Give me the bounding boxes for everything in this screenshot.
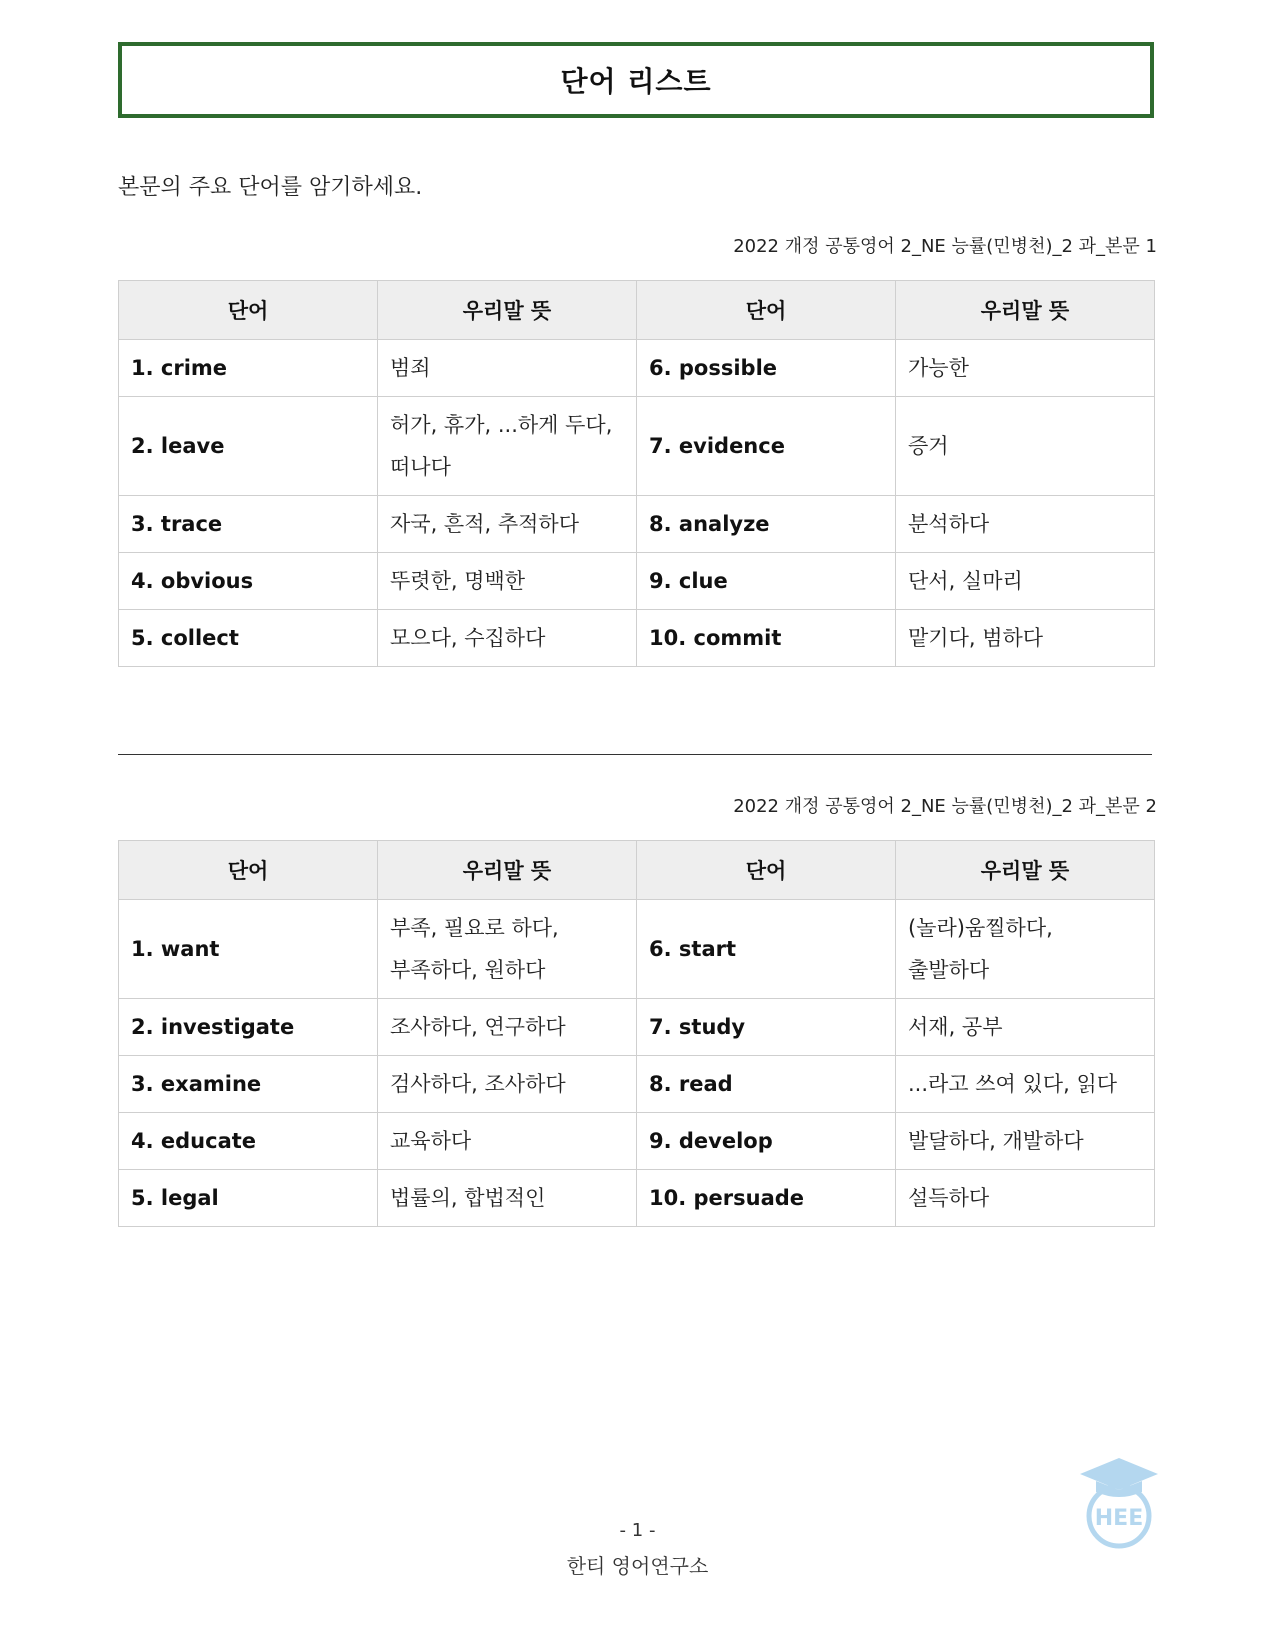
word-cell: 10. commit	[637, 610, 896, 667]
table-row	[119, 397, 1155, 496]
word-cell: 8. analyze	[637, 496, 896, 553]
header-meaning: 우리말 뜻	[378, 841, 637, 900]
word-cell: 5. collect	[119, 610, 378, 667]
header-meaning: 우리말 뜻	[378, 281, 637, 340]
instruction-text: 본문의 주요 단어를 암기하세요.	[118, 175, 423, 200]
meaning-cell: 분석하다	[896, 496, 1155, 553]
meaning-cell: 검사하다, 조사하다	[378, 1056, 637, 1113]
header-meaning: 우리말 뜻	[896, 281, 1155, 340]
meaning-cell: 모으다, 수집하다	[378, 610, 637, 667]
section-divider	[118, 754, 1152, 755]
word-cell: 6. start	[637, 900, 896, 999]
table-row	[119, 340, 1155, 397]
word-cell: 8. read	[637, 1056, 896, 1113]
header-word: 단어	[637, 841, 896, 900]
title-box	[118, 42, 1154, 118]
header-word: 단어	[119, 841, 378, 900]
page-title: 단어 리스트	[560, 65, 712, 98]
meaning-cell: 발달하다, 개발하다	[896, 1113, 1155, 1170]
table-row	[119, 1113, 1155, 1170]
word-cell: 9. clue	[637, 553, 896, 610]
table-row	[119, 496, 1155, 553]
meaning-cell: 맡기다, 범하다	[896, 610, 1155, 667]
word-cell: 1. crime	[119, 340, 378, 397]
table-row	[119, 999, 1155, 1056]
meaning-cell: 단서, 실마리	[896, 553, 1155, 610]
meaning-cell: 허가, 휴가, ...하게 두다, 떠나다	[378, 397, 637, 496]
meaning-cell: 조사하다, 연구하다	[378, 999, 637, 1056]
word-cell: 5. legal	[119, 1170, 378, 1227]
word-cell: 10. persuade	[637, 1170, 896, 1227]
table-row	[119, 900, 1155, 999]
organization-name: 한티 영어연구소	[566, 1554, 709, 1578]
header-meaning: 우리말 뜻	[896, 841, 1155, 900]
word-cell: 7. study	[637, 999, 896, 1056]
table-header-row	[119, 281, 1155, 340]
table-row	[119, 1170, 1155, 1227]
word-cell: 6. possible	[637, 340, 896, 397]
word-cell: 4. obvious	[119, 553, 378, 610]
word-cell: 2. investigate	[119, 999, 378, 1056]
meaning-cell: 서재, 공부	[896, 999, 1155, 1056]
meaning-cell: 법률의, 합법적인	[378, 1170, 637, 1227]
table-header-row	[119, 841, 1155, 900]
meaning-cell: 교육하다	[378, 1113, 637, 1170]
page-number: - 1 -	[619, 1520, 656, 1541]
meaning-cell: 증거	[896, 397, 1155, 496]
meaning-cell: ...라고 쓰여 있다, 읽다	[896, 1056, 1155, 1113]
section2-source: 2022 개정 공통영어 2_NE 능률(민병천)_2 과_본문 2	[733, 796, 1157, 817]
word-cell: 1. want	[119, 900, 378, 999]
word-cell: 3. examine	[119, 1056, 378, 1113]
word-cell: 4. educate	[119, 1113, 378, 1170]
meaning-cell: 범죄	[378, 340, 637, 397]
section1-source: 2022 개정 공통영어 2_NE 능률(민병천)_2 과_본문 1	[733, 236, 1157, 257]
vocab-table-2	[118, 840, 1155, 1227]
word-cell: 7. evidence	[637, 397, 896, 496]
meaning-cell: 설득하다	[896, 1170, 1155, 1227]
table-row	[119, 1056, 1155, 1113]
logo-text: HEE	[1094, 1506, 1144, 1531]
table-row	[119, 553, 1155, 610]
word-cell: 3. trace	[119, 496, 378, 553]
word-cell: 9. develop	[637, 1113, 896, 1170]
meaning-cell: 부족, 필요로 하다, 부족하다, 원하다	[378, 900, 637, 999]
vocab-table-1	[118, 280, 1155, 667]
word-cell: 2. leave	[119, 397, 378, 496]
table-row	[119, 610, 1155, 667]
header-word: 단어	[119, 281, 378, 340]
hee-logo-icon	[1076, 1454, 1162, 1550]
meaning-cell: (놀라)움찔하다, 출발하다	[896, 900, 1155, 999]
meaning-cell: 가능한	[896, 340, 1155, 397]
header-word: 단어	[637, 281, 896, 340]
meaning-cell: 뚜렷한, 명백한	[378, 553, 637, 610]
meaning-cell: 자국, 흔적, 추적하다	[378, 496, 637, 553]
